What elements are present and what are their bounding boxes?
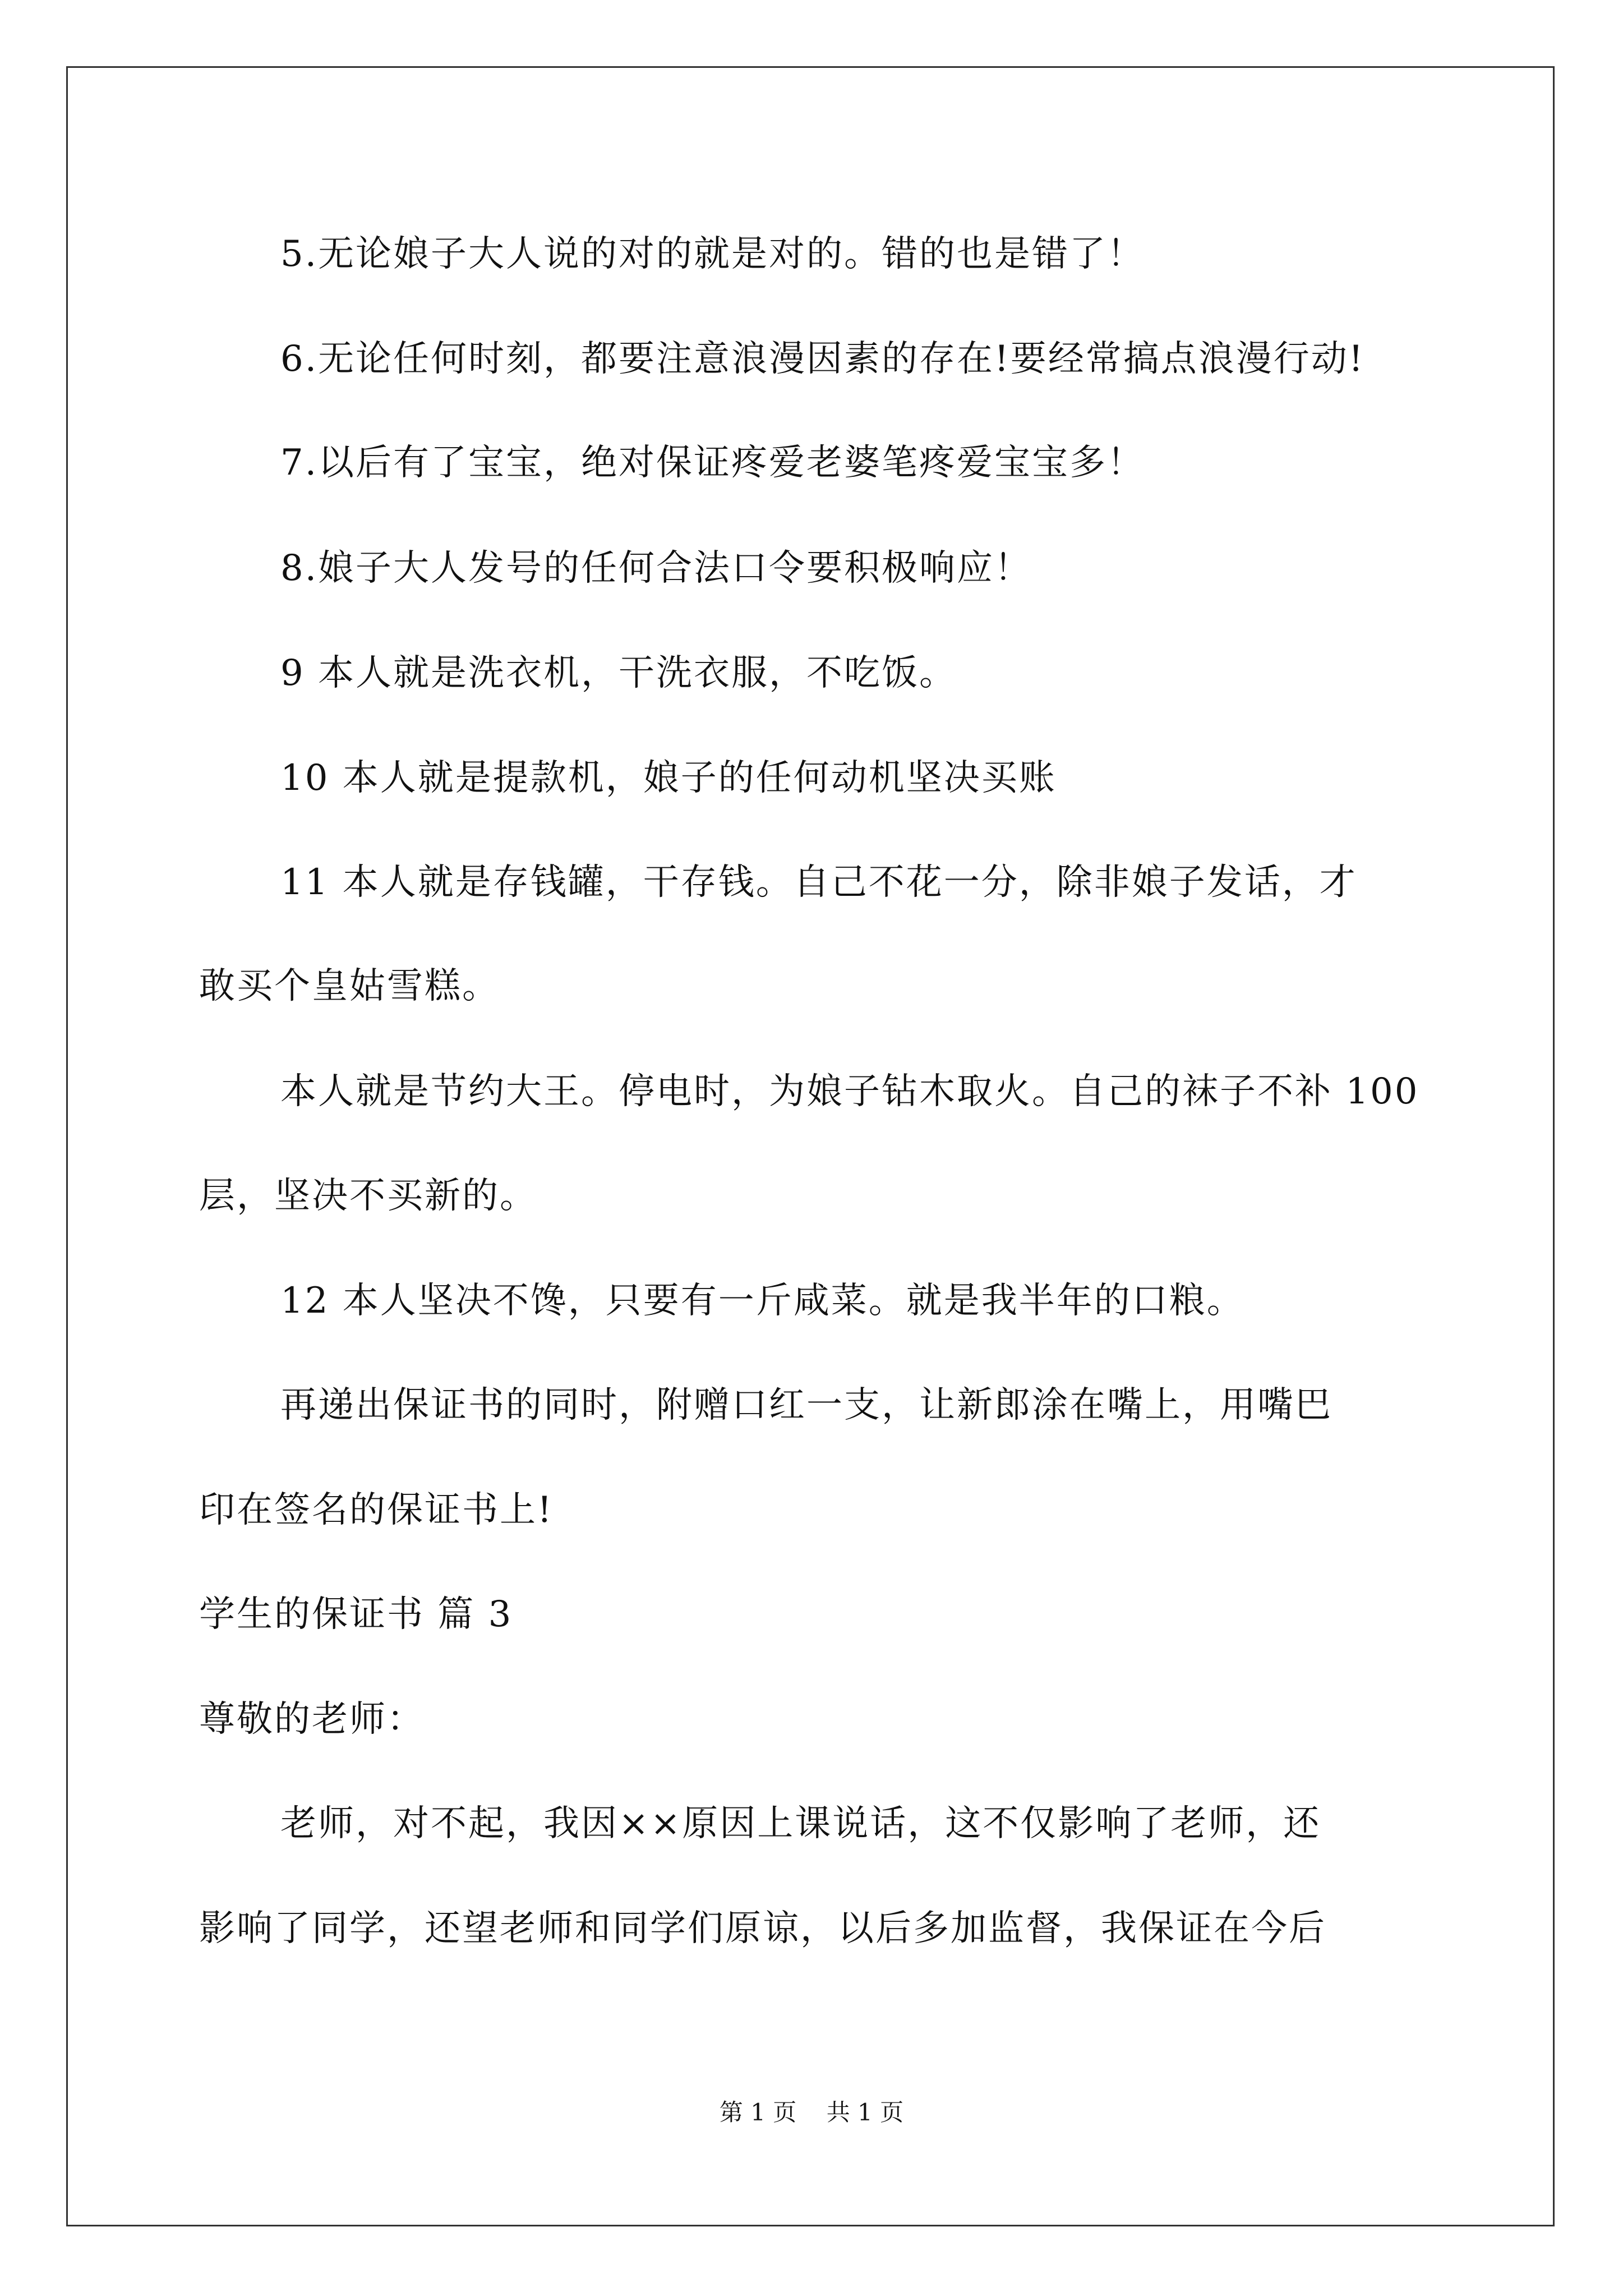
text-line: 印在签名的保证书上! [199,1489,554,1531]
text-line: 老师，对不起，我因××原因上课说话，这不仅影响了老师，还 [280,1803,1321,1844]
text-line: 5.无论娘子大人说的对的就是对的。错的也是错了！ [280,233,1145,275]
text-line: 再递出保证书的同时，附赠口红一支，让新郎涂在嘴上，用嘴巴 [280,1384,1332,1426]
section-heading: 学生的保证书 篇 3 [199,1594,513,1635]
page-border [66,66,1555,2226]
text-line: 9 本人就是洗衣机，干洗衣服，不吃饭。 [280,652,957,694]
salutation: 尊敬的老师： [199,1699,425,1740]
text-line: 10 本人就是提款机，娘子的任何动机坚决买账 [280,757,1057,799]
page-number-footer: 第 1 页 共 1 页 [719,2099,904,2126]
text-line: 本人就是节约大王。停电时，为娘子钻木取火。自己的袜子不补 100 [280,1071,1419,1112]
text-line: 8.娘子大人发号的任何合法口令要积极响应！ [280,547,1032,589]
text-line: 11 本人就是存钱罐，干存钱。自己不花一分，除非娘子发话，才 [280,862,1357,903]
text-line: 层，坚决不买新的。 [199,1175,537,1217]
text-line: 6.无论任何时刻，都要注意浪漫因素的存在!要经常搞点浪漫行动! [280,338,1365,380]
text-line: 7.以后有了宝宝，绝对保证疼爱老婆笔疼爱宝宝多！ [280,442,1145,484]
text-line: 12 本人坚决不馋，只要有一斤咸菜。就是我半年的口粮。 [280,1280,1244,1322]
text-line: 敢买个皇姑雪糕。 [199,965,500,1007]
text-line: 影响了同学，还望老师和同学们原谅，以后多加监督，我保证在今后 [199,1908,1326,1949]
